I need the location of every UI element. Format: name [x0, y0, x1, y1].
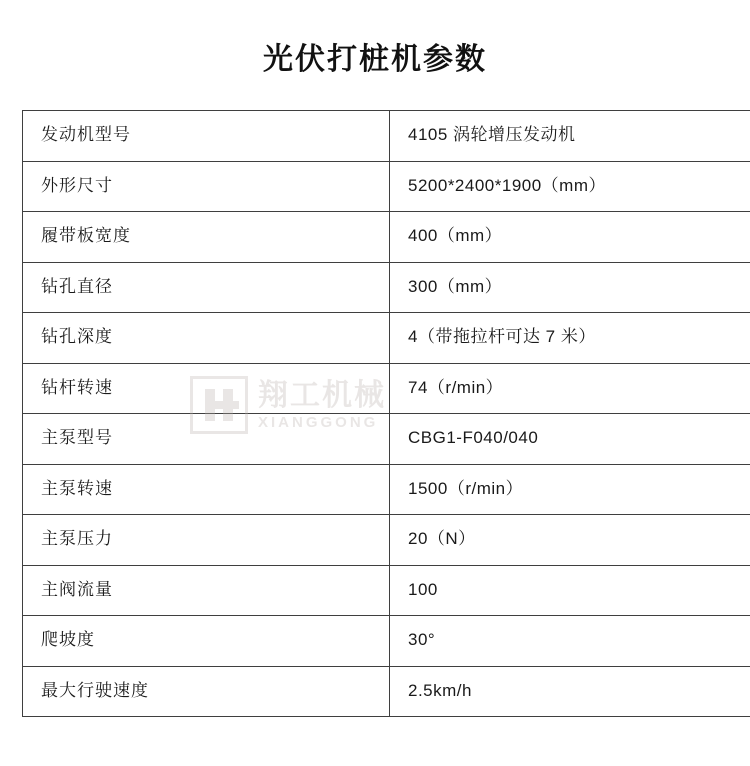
- table-row: [23, 363, 750, 414]
- spec-value: 74（r/min）: [390, 363, 750, 414]
- spec-value: 400（mm）: [390, 212, 750, 263]
- table-row: [23, 616, 750, 667]
- table-row: [23, 262, 750, 313]
- spec-value: 100: [390, 565, 750, 616]
- spec-key: 主阀流量: [23, 565, 390, 616]
- watermark-cn-text: 翔工机械: [258, 378, 386, 412]
- table-row: [23, 464, 750, 515]
- spec-table-container: [22, 110, 728, 717]
- spec-value: 4105 涡轮增压发动机: [390, 111, 750, 162]
- spec-key: 钻孔直径: [23, 262, 390, 313]
- spec-key: 履带板宽度: [23, 212, 390, 263]
- spec-key: 爬坡度: [23, 616, 390, 667]
- spec-key: 主泵压力: [23, 515, 390, 566]
- table-row: [23, 212, 750, 263]
- spec-value: CBG1-F040/040: [390, 414, 750, 465]
- spec-value: 2.5km/h: [390, 666, 750, 717]
- table-row: [23, 313, 750, 364]
- spec-value: 1500（r/min）: [390, 464, 750, 515]
- spec-value: 4（带拖拉杆可达 7 米）: [390, 313, 750, 364]
- table-row: [23, 515, 750, 566]
- table-row: [23, 111, 750, 162]
- spec-table: [22, 110, 750, 717]
- watermark-en-text: XIANGGONG: [258, 413, 379, 431]
- page-title: 光伏打桩机参数: [263, 43, 487, 76]
- spec-value: 5200*2400*1900（mm）: [390, 161, 750, 212]
- spec-key: 最大行驶速度: [23, 666, 390, 717]
- spec-value: 20（N）: [390, 515, 750, 566]
- spec-table-body: [23, 111, 750, 717]
- spec-value: 300（mm）: [390, 262, 750, 313]
- spec-key: 钻孔深度: [23, 313, 390, 364]
- table-row: [23, 414, 750, 465]
- spec-key: 钻杆转速: [23, 363, 390, 414]
- table-row: [23, 666, 750, 717]
- spec-value: 30°: [390, 616, 750, 667]
- spec-key: 外形尺寸: [23, 161, 390, 212]
- spec-key: 主泵转速: [23, 464, 390, 515]
- spec-key: 主泵型号: [23, 414, 390, 465]
- spec-key: 发动机型号: [23, 111, 390, 162]
- table-row: [23, 161, 750, 212]
- table-row: [23, 565, 750, 616]
